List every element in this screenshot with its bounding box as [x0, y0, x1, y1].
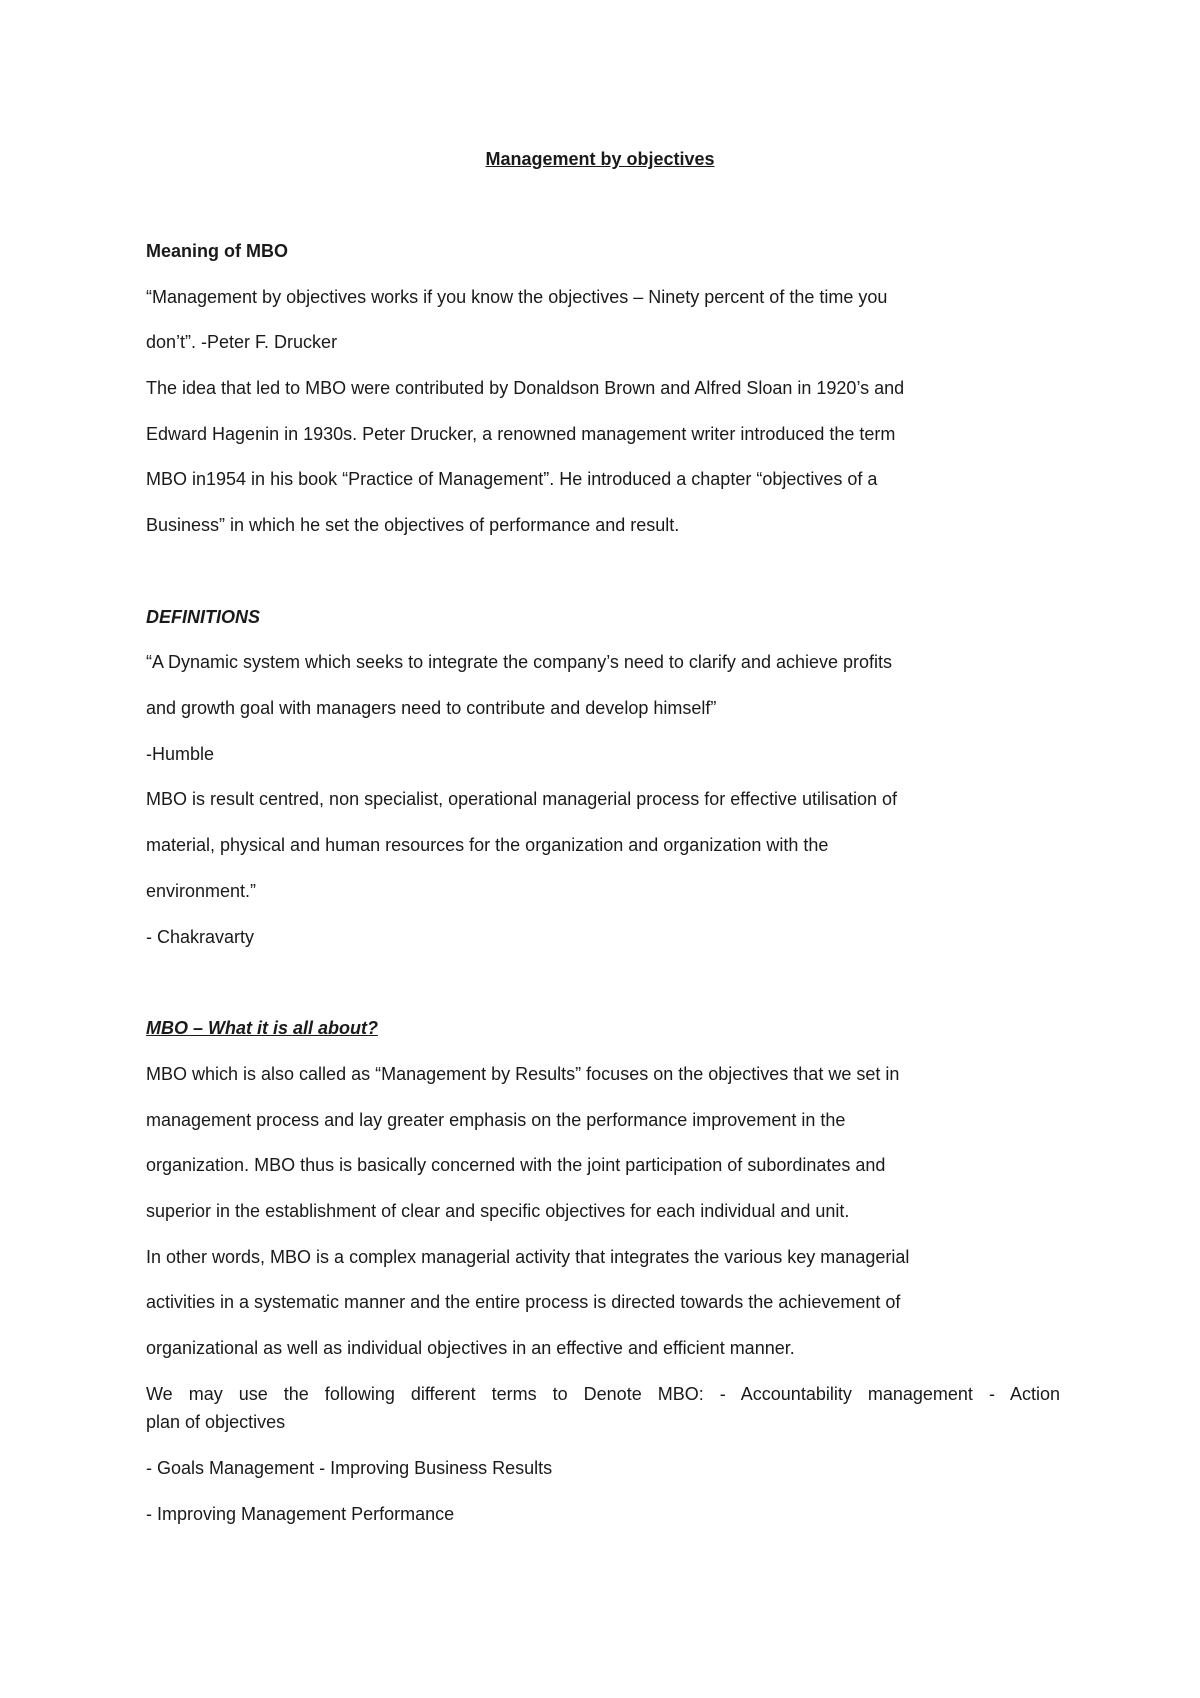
about-line-11: - Improving Management Performance: [146, 1504, 455, 1524]
about-line-8: We may use the following different terms to Denote MBO: - Accountability management - Action: [146, 1384, 1060, 1404]
about-line-10: - Goals Management - Improving Business Results: [146, 1458, 553, 1478]
meaning-line-6: Business” in which he set the objectives of performance and result.: [146, 515, 680, 535]
section-heading-definitions: DEFINITIONS: [146, 607, 261, 627]
definitions-line-6: environment.”: [146, 881, 257, 901]
definitions-line-2: and growth goal with managers need to contribute and develop himself”: [146, 698, 717, 718]
about-line-5: In other words, MBO is a complex managerial activity that integrates the various key managerial: [146, 1247, 910, 1267]
section-heading-meaning: Meaning of MBO: [146, 241, 288, 261]
definitions-line-3: -Humble: [146, 744, 215, 764]
definitions-line-5: material, physical and human resources for the organization and organization with the: [146, 835, 829, 855]
meaning-line-4: Edward Hagenin in 1930s. Peter Drucker, a renowned management writer introduced the term: [146, 424, 896, 444]
about-line-1: MBO which is also called as “Management by Results” focuses on the objectives that we set in: [146, 1064, 900, 1084]
definitions-line-4: MBO is result centred, non specialist, operational managerial process for effective utilisation of: [146, 789, 898, 809]
about-line-3: organization. MBO thus is basically concerned with the joint participation of subordinates and: [146, 1155, 886, 1175]
document-title: Management by objectives: [485, 149, 715, 169]
meaning-line-1: “Management by objectives works if you know the objectives – Ninety percent of the time you: [146, 287, 888, 307]
about-line-4: superior in the establishment of clear and specific objectives for each individual and unit.: [146, 1201, 850, 1221]
about-line-7: organizational as well as individual objectives in an effective and efficient manner.: [146, 1338, 795, 1358]
definitions-line-7: - Chakravarty: [146, 927, 255, 947]
about-line-2: management process and lay greater emphasis on the performance improvement in the: [146, 1110, 846, 1130]
meaning-line-5: MBO in1954 in his book “Practice of Management”. He introduced a chapter “objectives of a: [146, 469, 878, 489]
section-heading-about: MBO – What it is all about?: [146, 1018, 379, 1038]
definitions-line-1: “A Dynamic system which seeks to integrate the company’s need to clarify and achieve profits: [146, 652, 893, 672]
about-line-6: activities in a systematic manner and the entire process is directed towards the achievement of: [146, 1292, 901, 1312]
meaning-line-3: The idea that led to MBO were contributed by Donaldson Brown and Alfred Sloan in 1920’s and: [146, 378, 905, 398]
meaning-line-2: don’t”. -Peter F. Drucker: [146, 332, 338, 352]
about-line-9: plan of objectives: [146, 1412, 286, 1432]
